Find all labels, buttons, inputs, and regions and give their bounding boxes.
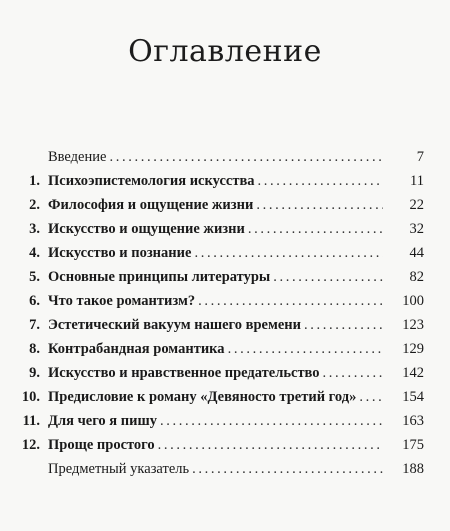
toc-entry-page: 32 — [409, 221, 424, 237]
toc-entry-number: 3. — [29, 221, 40, 237]
dot-leader — [256, 195, 383, 215]
toc-entry-number: 1. — [29, 173, 40, 189]
toc-entry-page: 163 — [402, 413, 424, 429]
toc-entry-page: 44 — [409, 245, 424, 261]
dot-leader — [109, 147, 383, 167]
toc-entry-number: 9. — [29, 365, 40, 381]
toc-entry-page: 129 — [402, 341, 424, 357]
toc-entry-label: Введение — [48, 149, 107, 165]
toc-entry-page: 154 — [402, 389, 424, 405]
toc-entry-label: Искусство и познание — [48, 245, 192, 261]
toc-entry-number: 11. — [22, 413, 40, 429]
toc-entry-number: 4. — [29, 245, 40, 261]
toc-entry-label: Основные принципы литературы — [48, 269, 271, 285]
toc-entry-label: Что такое романтизм? — [48, 293, 196, 309]
dot-leader — [359, 387, 383, 407]
dot-leader — [323, 363, 383, 383]
dot-leader — [248, 219, 383, 239]
toc-entry-number: 2. — [29, 197, 40, 213]
toc-entry-2 — [0, 195, 450, 215]
dot-leader — [158, 435, 383, 455]
toc-entry-9 — [0, 363, 450, 383]
toc-entry-number: 8. — [29, 341, 40, 357]
toc-entry-8 — [0, 339, 450, 359]
toc-entry-label: Философия и ощущение жизни — [48, 197, 254, 213]
dot-leader — [273, 267, 383, 287]
toc-entry-page: 142 — [402, 365, 424, 381]
toc-entry-page: 100 — [402, 293, 424, 309]
toc-entry-label: Искусство и нравственное предательство — [48, 365, 320, 381]
dot-leader — [192, 459, 383, 479]
toc-entry-page: 123 — [402, 317, 424, 333]
toc-entry-page: 22 — [409, 197, 424, 213]
toc-entry-page: 188 — [402, 461, 424, 477]
dot-leader — [194, 243, 383, 263]
toc-entry-label: Психоэпистемология искусства — [48, 173, 255, 189]
toc-entry-page: 7 — [416, 149, 424, 165]
toc-entry-label: Контрабандная романтика — [48, 341, 225, 357]
toc-entry-label: Для чего я пишу — [48, 413, 157, 429]
page-title: Оглавление — [128, 34, 322, 69]
toc-entry-number: 5. — [29, 269, 40, 285]
toc-entry-12 — [0, 435, 450, 455]
toc-entry-number: 12. — [21, 437, 40, 453]
toc-entry-page: 82 — [409, 269, 424, 285]
toc-entry-page: 175 — [402, 437, 424, 453]
dot-leader — [160, 411, 383, 431]
toc-entry-intro — [0, 147, 450, 167]
toc-entry-label: Предисловие к роману «Девяносто третий год» — [48, 389, 357, 405]
toc-entry-page: 11 — [410, 173, 424, 189]
dot-leader — [198, 291, 383, 311]
toc-entry-5 — [0, 267, 450, 287]
toc-entry-label: Предметный указатель — [48, 461, 190, 477]
toc-entry-number: 7. — [29, 317, 40, 333]
toc-entry-6 — [0, 291, 450, 311]
toc-entry-7 — [0, 315, 450, 335]
toc-entry-index — [0, 459, 450, 479]
toc-entry-label: Искусство и ощущение жизни — [48, 221, 245, 237]
toc-entry-1 — [0, 171, 450, 191]
toc-entry-number: 6. — [29, 293, 40, 309]
toc-entry-number: 10. — [21, 389, 40, 405]
toc-entry-3 — [0, 219, 450, 239]
toc-entry-label: Проще простого — [48, 437, 155, 453]
dot-leader — [304, 315, 383, 335]
dot-leader — [228, 339, 383, 359]
toc-entry-10 — [0, 387, 450, 407]
toc-entry-label: Эстетический вакуум нашего времени — [48, 317, 301, 333]
toc-entry-4 — [0, 243, 450, 263]
dot-leader — [258, 171, 383, 191]
toc-entry-11 — [0, 411, 450, 431]
